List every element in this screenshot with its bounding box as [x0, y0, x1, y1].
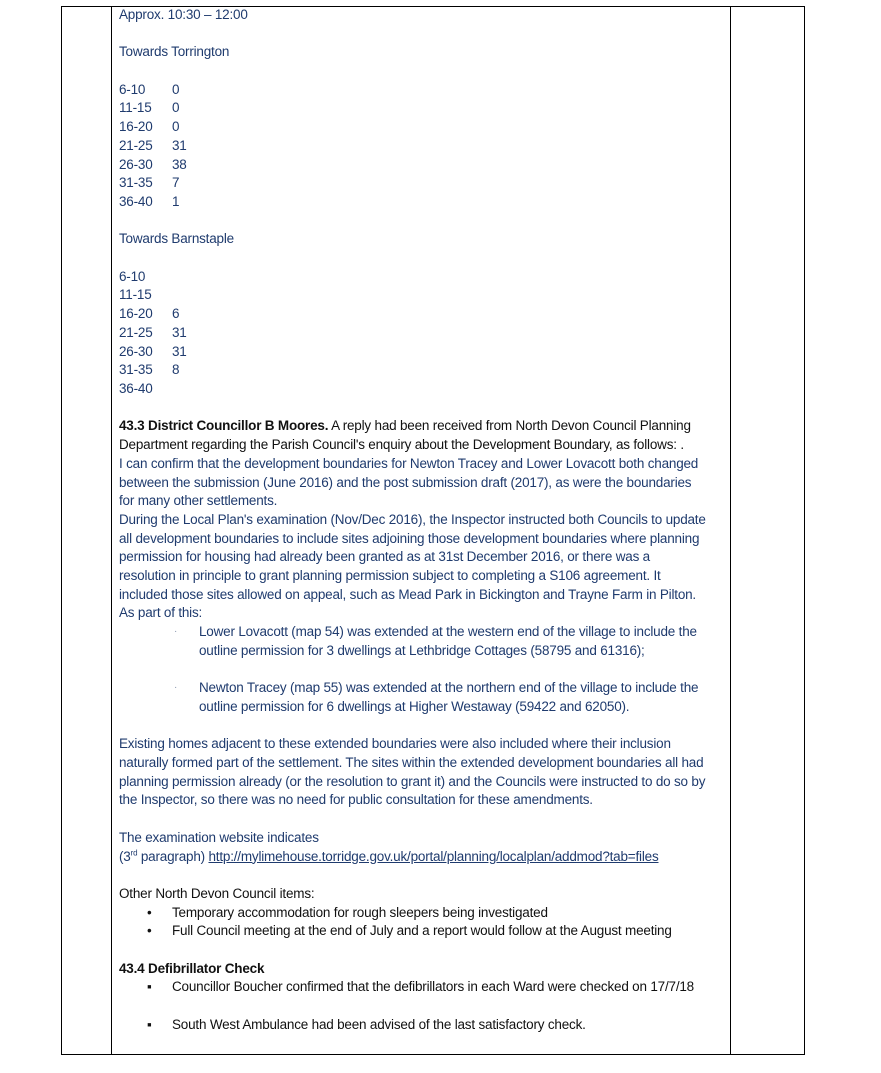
speed-row: 36-40	[119, 381, 153, 396]
section-number: 43.3	[119, 418, 145, 434]
intro-text: A reply had been received from North Devon Council Planning	[331, 418, 691, 434]
speed-row: 16-20 0	[119, 119, 180, 135]
speed-row: 16-20 6	[119, 306, 180, 322]
bullet-dot-icon: ·	[174, 682, 178, 694]
square-bullet-icon: ▪	[147, 979, 152, 995]
existing-line: the Inspector, so there was no need for public consultation for these amendments.	[119, 792, 593, 808]
speed-row: 6-10	[119, 268, 146, 284]
square-bullet-icon: ▪	[147, 1016, 152, 1032]
quote-line: As part of this:	[119, 605, 203, 621]
existing-line: Existing homes adjacent to these extended boundaries were also included where their inclusion	[119, 736, 671, 752]
torrington-heading: Towards Torrington	[119, 44, 230, 60]
section-title: District Councillor B Moores.	[148, 418, 329, 434]
minutes-content	[119, 6, 729, 1035]
list-item: • Full Council meeting at the end of July and a report would follow at the August meeting	[119, 922, 729, 941]
list-item: ▪ South West Ambulance had been advised of the last satisfactory check.	[119, 1016, 729, 1035]
section-43-4-title: 43.4 Defibrillator Check	[119, 960, 265, 976]
paragraph-ref: (3rd paragraph) http://mylimehouse.torridge.gov.uk/portal/planning/localplan/addmod?tab=files	[119, 848, 659, 864]
bullet-dot-icon: ·	[174, 626, 178, 638]
quote-line: between the submission (June 2016) and the post submission draft (2017), as were the boundaries	[119, 474, 692, 490]
bullet-icon: •	[147, 904, 152, 920]
quote-line: for many other settlements.	[119, 493, 278, 509]
speed-row: 21-25 31	[119, 324, 187, 340]
quote-line: I can confirm that the development boundaries for Newton Tracey and Lower Lovacott both changed	[119, 455, 699, 471]
quote-line: resolution in principle to grant planning permission subject to completing a S106 agreement. It	[119, 568, 661, 584]
other-items-heading: Other North Devon Council items:	[119, 885, 315, 901]
speed-row: 11-15	[119, 287, 152, 303]
table-divider-right	[730, 7, 731, 1054]
quote-line: During the Local Plan's examination (Nov/Dec 2016), the Inspector instructed both Councils to update	[119, 511, 706, 527]
speed-row: 11-15 0	[119, 100, 180, 116]
torrington-list	[119, 81, 729, 212]
speed-row: 26-30 38	[119, 156, 187, 172]
barnstaple-list	[119, 268, 729, 399]
existing-line: naturally formed part of the settlement. The sites within the extended development boundaries all had	[119, 755, 704, 771]
speed-row: 31-35 7	[119, 175, 180, 191]
sub-bullet-item: · Lower Lovacott (map 54) was extended at the western end of the village to include the outline permission for 3 dwellings at Lethbridge Cottages (58795 and 61316);	[174, 624, 697, 658]
speed-row: 26-30 31	[119, 343, 187, 359]
bullet-icon: •	[147, 923, 152, 939]
examination-link[interactable]: http://mylimehouse.torridge.gov.uk/portal/planning/localplan/addmod?tab=files	[208, 848, 659, 864]
intro-text-2: Department regarding the Parish Council's enquiry about the Development Boundary, as follows: .	[119, 437, 684, 453]
speed-row: 21-25 31	[119, 137, 187, 153]
sub-bullet-item: · Newton Tracey (map 55) was extended at the northern end of the village to include the outline permission for 6 dwellings at Higher Westaway (59422 and 62050).	[174, 680, 699, 714]
existing-line: planning permission already (or the resolution to grant it) and the Councils were instructed to do so by	[119, 773, 706, 789]
quote-line: all development boundaries to include sites adjoining those development boundaries where planning	[119, 530, 700, 546]
quote-line: permission for housing had already been granted as at 31st December 2016, or there was a	[119, 549, 650, 565]
quote-line: included those sites allowed on appeal, such as Mead Park in Bickington and Trayne Farm in Pilton.	[119, 586, 696, 602]
barnstaple-heading: Towards Barnstaple	[119, 231, 234, 247]
speed-row: 31-35 8	[119, 362, 180, 378]
list-item: ▪ Councillor Boucher confirmed that the defibrillators in each Ward were checked on 17/7/18	[119, 978, 729, 997]
list-item: • Temporary accommodation for rough sleepers being investigated	[119, 904, 729, 923]
time-line: Approx. 10:30 – 12:00	[119, 7, 248, 22]
section-43-3-intro	[119, 417, 729, 436]
speed-row: 36-40 1	[119, 194, 180, 209]
exam-line: The examination website indicates	[119, 829, 319, 845]
speed-row: 6-10 0	[119, 81, 180, 97]
table-divider-left	[111, 7, 112, 1054]
